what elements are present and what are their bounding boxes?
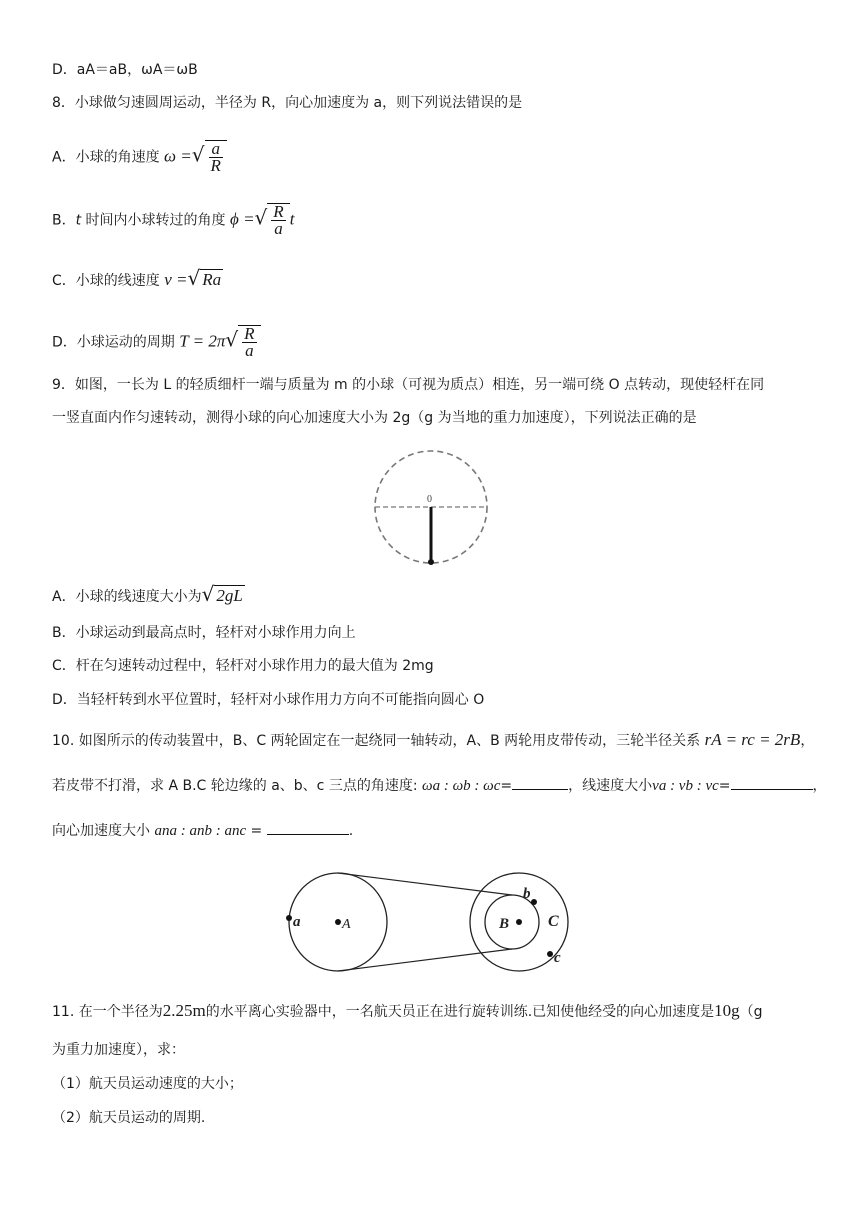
q8-option-b: B．t 时间内小球转过的角度 ϕ =√ $\frac{R}{a}$ t — [52, 202, 295, 238]
q10-point-c — [547, 951, 553, 957]
q10-point-b — [531, 899, 537, 905]
q9-stem-line1: 9．如图，一长为 L 的轻质细杆一端与质量为 m 的小球（可视为质点）相连，另一端可绕 O 点转动，现使轻杆在同 — [52, 377, 765, 393]
q11-accel: 10g — [714, 1001, 740, 1020]
q8-option-c-text: C．小球的线速度 — [52, 273, 160, 289]
q10-belt-bottom — [338, 949, 512, 971]
q8-option-a: A．小球的角速度 ω =√ $\frac{a}{R}$ — [52, 140, 227, 174]
q10-label-c-wheel: C — [548, 913, 559, 930]
q9-option-b: B．小球运动到最高点时，轻杆对小球作用力向上 — [52, 625, 356, 641]
q10-label-a-wheel: A — [342, 917, 351, 932]
q9-option-a-text: A．小球的线速度大小为 — [52, 589, 202, 605]
q8-option-d-text: D．小球运动的周期 — [52, 334, 175, 351]
q8-stem: 8．小球做匀速圆周运动，半径为 R，向心加速度为 a，则下列说法错误的是 — [52, 95, 523, 111]
q10-point-a — [286, 915, 292, 921]
q9-ball — [428, 559, 434, 565]
q10-label-b-wheel: B — [499, 916, 510, 932]
q8-option-a-num: a — [209, 141, 223, 158]
q10-center-a — [335, 919, 341, 925]
q8-option-d-num: R — [244, 324, 255, 343]
q8-option-d-lhs: T = 2π — [179, 331, 226, 351]
q9-option-d: D．当轻杆转到水平位置时，轻杆对小球作用力方向不可能指向圆心 O — [52, 692, 485, 708]
q9-option-a: A．小球的线速度大小为√ 2gL — [52, 582, 243, 606]
q10-accel-ratio: ana : anb : anc — [154, 823, 247, 839]
q8-option-c-lhs: v = — [164, 270, 188, 289]
q10-line2: 若皮带不打滑，求 A B.C 轮边缘的 a、b、c 三点的角速度: ωa : ωb : ωc= ，线速度大小va : vb : vc= ， — [52, 778, 827, 794]
q9-figure — [370, 445, 492, 571]
q11-sub1: （1）航天员运动速度的大小； — [52, 1076, 243, 1092]
q10-angular-ratio: ωa : ωb : ωc — [422, 778, 501, 794]
q8-option-a-den: R — [210, 156, 221, 175]
q8-option-c-rad: Ra — [202, 270, 222, 289]
q8-option-d: D．小球运动的周期 T = 2π√ $\frac{R}{a}$ — [52, 325, 261, 359]
q10-wheel-b — [485, 895, 539, 949]
q11-line1: 11. 在一个半径为2.25m的水平离心实验器中，一名航天员正在进行旋转训练.已知使他经受的向心加速度是10g（g — [52, 1001, 763, 1020]
q10-belt-top — [338, 873, 512, 895]
q9-label-o: 0 — [427, 494, 432, 505]
q11-sub2: （2）航天员运动的周期. — [52, 1110, 206, 1126]
q9-option-c: C．杆在匀速转动过程中，轻杆对小球作用力的最大值为 2mg — [52, 658, 434, 674]
q10-line1: 10. 如图所示的传动装置中，B、C 两轮固定在一起绕同一轴转动，A、B 两轮用皮带传动，三轮半径关系 rA = rc = 2rB， — [52, 730, 815, 749]
q8-option-d-den: a — [245, 341, 254, 360]
q11-radius: 2.25m — [162, 1001, 206, 1020]
q8-option-c: C．小球的线速度 v =√ Ra — [52, 266, 222, 290]
q8-option-a-lhs: ω = — [164, 146, 192, 166]
q10-label-c-point: c — [554, 950, 561, 966]
q10-blank-2[interactable] — [731, 789, 813, 790]
q9-option-a-rad: 2gL — [216, 586, 243, 605]
q9-stem-line2: 一竖直面内作匀速转动，测得小球的向心加速度大小为 2g（g 为当地的重力加速度），下列说法正确的是 — [52, 410, 697, 426]
q10-label-a-point: a — [293, 914, 301, 930]
q10-linear-ratio: va : vb : vc — [652, 778, 719, 794]
q10-label-b-point: b — [523, 886, 531, 902]
q8-option-b-suffix: t — [289, 209, 295, 229]
q8-option-b-num: R — [273, 202, 284, 221]
q7-option-d: D．aA＝aB，ωA＝ωB — [52, 62, 198, 78]
q8-option-a-text: A．小球的角速度 — [52, 149, 160, 166]
q10-blank-1[interactable] — [512, 789, 568, 790]
q10-figure — [276, 860, 596, 984]
q8-option-b-lhs: ϕ = — [230, 209, 255, 229]
q10-line3: 向心加速度大小 ana : anb : anc = . — [52, 823, 354, 839]
q11-line2: 为重力加速度），求： — [52, 1042, 185, 1058]
q8-option-b-den: a — [274, 219, 283, 238]
q8-option-b-var: t — [75, 212, 82, 229]
q10-blank-3[interactable] — [267, 834, 349, 835]
q10-center-b — [516, 919, 522, 925]
q10-radius-relation: rA = rc = 2rB — [704, 730, 801, 749]
q8-option-b-text: 时间内小球转过的角度 — [81, 212, 226, 229]
